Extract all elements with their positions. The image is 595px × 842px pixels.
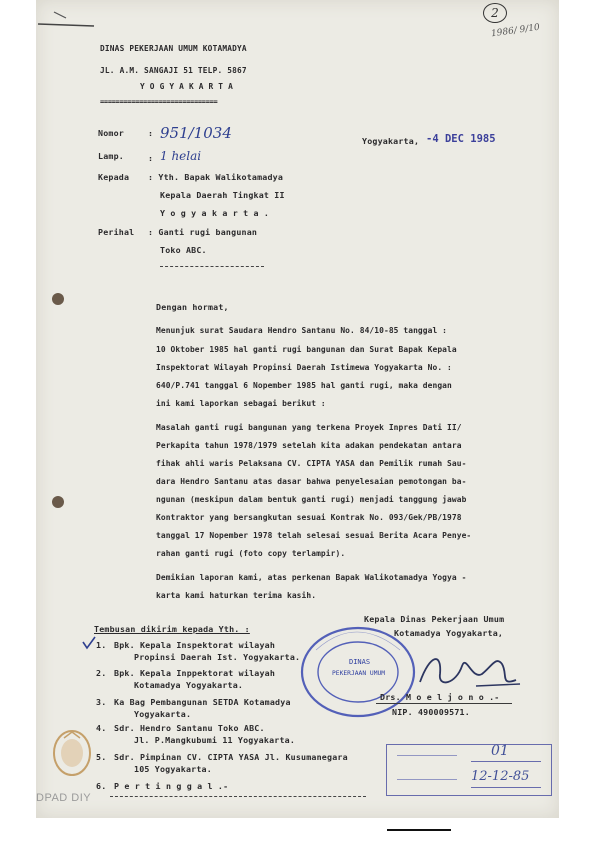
letter-paper bbox=[36, 0, 559, 818]
stamp-line-1: DINAS bbox=[349, 658, 371, 666]
kepada-label: Kepada bbox=[98, 172, 130, 182]
nomor-sep: : bbox=[148, 128, 154, 138]
letterhead-agency: DINAS PEKERJAAN UMUM KOTAMADYA bbox=[100, 44, 247, 53]
p2-line: rahan ganti rugi (foto copy terlampir). bbox=[156, 549, 346, 558]
cc-item-line2: Yogyakarta. bbox=[134, 709, 192, 719]
signature-underline bbox=[376, 703, 512, 704]
cc-item-number: 2. bbox=[96, 668, 107, 678]
p2-line: tanggal 17 Nopember 1978 telah selesai sesuai Berita Acara Penye- bbox=[156, 531, 472, 540]
cc-item-line1: P e r t i n g g a l .- bbox=[114, 781, 229, 791]
letterhead-address: JL. A.M. SANGAJI 51 TELP. 5867 bbox=[100, 66, 247, 75]
p2-line: ngunan (meskipun dalam bentuk ganti rugi) menjadi tanggung jawab bbox=[156, 495, 467, 504]
page-bottom-rule bbox=[387, 829, 451, 831]
letterhead-divider: ============================== bbox=[100, 98, 218, 106]
cc-heading: Tembusan dikirim kepada Yth. : bbox=[94, 624, 250, 634]
salutation: Dengan hormat, bbox=[156, 302, 229, 312]
p3-line: Demikian laporan kami, atas perkenan Bapak Walikotamadya Yogya - bbox=[156, 573, 467, 582]
p2-line: Kontraktor yang bersangkutan sesuai Kontrak No. 093/Gek/PB/1978 bbox=[156, 513, 462, 522]
page-number: 2 bbox=[491, 6, 499, 20]
p3-line: karta kami haturkan terima kasih. bbox=[156, 591, 317, 600]
signature-nip: NIP. 490009571. bbox=[392, 707, 470, 717]
perihal-line1: : Ganti rugi bangunan bbox=[148, 227, 258, 237]
p2-line: fihak ahli waris Pelaksana CV. CIPTA YASA dan Pemilik rumah Sau- bbox=[156, 459, 467, 468]
cc-item-line1: Bpk. Kepala Inspektorat wilayah bbox=[114, 640, 276, 650]
p2-line: dara Hendro Santanu atas dasar bahwa penyelesaian pemotongan ba- bbox=[156, 477, 467, 486]
cc-item-line1: Bpk. Kepala Inppektorat wilayah bbox=[114, 668, 276, 678]
p1-line: 10 Oktober 1985 hal ganti rugi bangunan dan Surat Bapak Kepala bbox=[156, 345, 457, 354]
cc-item-number: 6. bbox=[96, 781, 107, 791]
kepada-line3: Y o g y a k a r t a . bbox=[160, 208, 270, 218]
place-date-prefix: Yogyakarta, bbox=[362, 136, 420, 146]
p1-line: Inspektorat Wilayah Propinsi Daerah Istimewa Yogyakarta No. : bbox=[156, 363, 452, 372]
lamp-sep: : bbox=[148, 153, 154, 163]
handwritten-signature-icon bbox=[416, 644, 526, 694]
cc-item-number: 3. bbox=[96, 697, 107, 707]
lamp-label: Lamp. bbox=[98, 151, 124, 161]
signature-title-1: Kepala Dinas Pekerjaan Umum bbox=[364, 614, 505, 624]
perihal-line2: Toko ABC. bbox=[160, 245, 207, 255]
cc-item-number: 4. bbox=[96, 723, 107, 733]
bottom-dashed-rule bbox=[110, 796, 366, 797]
punch-hole-top bbox=[52, 293, 64, 305]
stamp-line-2: PEKERJAAN UMUM bbox=[332, 670, 386, 677]
perihal-label: Perihal bbox=[98, 227, 135, 237]
letterhead-city: Y O G Y A K A R T A bbox=[140, 82, 233, 91]
page-number-mark bbox=[483, 3, 507, 23]
cc-item-line1: Ka Bag Pembangunan SETDA Kotamadya bbox=[114, 697, 291, 707]
signature-name: Drs. M o e l j o n o .- bbox=[380, 692, 500, 702]
p2-line: Masalah ganti rugi bangunan yang terkena Proyek Inpres Dati II/ bbox=[156, 423, 462, 432]
cc-item-number: 5. bbox=[96, 752, 107, 762]
p2-line: Perkapita tahun 1978/1979 setelah kita adakan pendekatan antara bbox=[156, 441, 462, 450]
archive-value-2: 12-12-85 bbox=[471, 769, 530, 784]
perihal-underline bbox=[160, 266, 264, 267]
kepada-line2: Kepala Daerah Tingkat II bbox=[160, 190, 285, 200]
cc-item-line1: Sdr. Pimpinan CV. CIPTA YASA Jl. Kusumanegara bbox=[114, 752, 348, 762]
date-stamp: -4 DEC 1985 bbox=[426, 133, 496, 145]
lamp-value: 1 helai bbox=[160, 149, 202, 163]
kepada-line1: : Yth. Bapak Walikotamadya bbox=[148, 172, 284, 182]
nomor-label: Nomor bbox=[98, 128, 124, 138]
archive-note: 1986/ 9/10 bbox=[490, 22, 541, 40]
cc-item-line2: 105 Yogyakarta. bbox=[134, 764, 212, 774]
cc-item-line2: Propinsi Daerah Ist. Yogyakarta. bbox=[134, 652, 301, 662]
p1-line: ini kami laporkan sebagai berikut : bbox=[156, 399, 326, 408]
checkmark-icon bbox=[82, 636, 96, 650]
punch-hole-bottom bbox=[52, 496, 64, 508]
archive-value-1: 01 bbox=[491, 743, 509, 759]
nomor-value: 951/1034 bbox=[160, 124, 232, 142]
p1-line: 640/P.741 tanggal 6 Nopember 1985 hal ganti rugi, maka dengan bbox=[156, 381, 452, 390]
archive-emblem-icon bbox=[50, 728, 94, 778]
cc-item-line1: Sdr. Hendro Santanu Toko ABC. bbox=[114, 723, 265, 733]
watermark: DPAD DIY bbox=[36, 792, 92, 804]
p1-line: Menunjuk surat Saudara Hendro Santanu No. 84/10-85 tanggal : bbox=[156, 326, 448, 335]
cc-item-line2: Kotamadya Yogyakarta. bbox=[134, 680, 244, 690]
signature-title-2: Kotamadya Yogyakarta, bbox=[394, 628, 504, 638]
cc-item-number: 1. bbox=[96, 640, 107, 650]
cc-item-line2: Jl. P.Mangkubumi 11 Yogyakarta. bbox=[134, 735, 296, 745]
archive-register-box bbox=[386, 744, 552, 796]
fold-mark-icon bbox=[36, 10, 106, 30]
